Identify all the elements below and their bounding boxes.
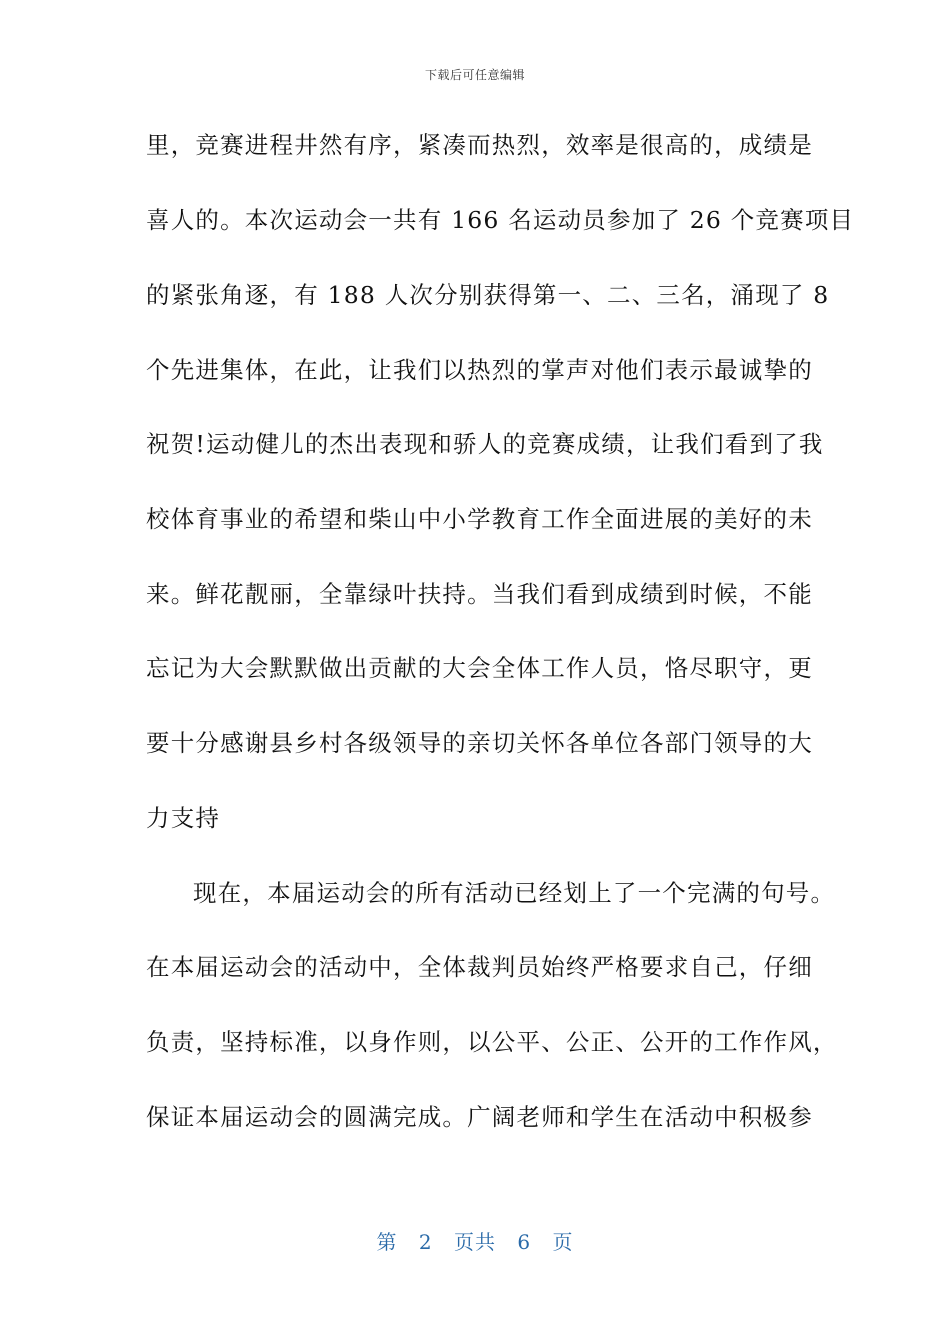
footer-suffix: 页	[552, 1230, 574, 1254]
footer-prefix: 第	[376, 1230, 398, 1254]
text-line: 校体育事业的希望和柴山中小学教育工作全面进展的美好的未	[146, 505, 813, 533]
text-line: 负责，坚持标准，以身作则，以公平、公正、公开的工作作风，	[146, 1028, 838, 1056]
text-line: 个先进集体，在此，让我们以热烈的掌声对他们表示最诚挚的	[146, 356, 813, 384]
text-line: 忘记为大会默默做出贡献的大会全体工作人员，恪尽职守，更	[146, 654, 813, 682]
text-line: 要十分感谢县乡村各级领导的亲切关怀各单位各部门领导的大	[146, 729, 813, 757]
footer-middle: 页共	[454, 1230, 496, 1254]
text-line: 保证本届运动会的圆满完成。广阔老师和学生在活动中积极参	[146, 1103, 813, 1131]
header-note: 下载后可任意编辑	[424, 68, 525, 82]
text-line: 在本届运动会的活动中，全体裁判员始终严格要求自己，仔细	[146, 953, 813, 981]
text-line: 力支持	[146, 804, 221, 832]
total-pages-number: 6	[517, 1230, 532, 1254]
text-line: 的紧张角逐，有 188 人次分别获得第一、二、三名，涌现了 8	[146, 281, 830, 309]
page-footer	[0, 1226, 950, 1255]
text-line: 里，竞赛进程井然有序，紧凑而热烈，效率是很高的，成绩是	[146, 131, 813, 159]
current-page-number: 2	[418, 1230, 433, 1254]
text-line: 祝贺!运动健儿的杰出表现和骄人的竞赛成绩，让我们看到了我	[146, 430, 824, 458]
text-line: 现在，本届运动会的所有活动已经划上了一个完满的句号。	[193, 879, 836, 907]
text-line: 来。鲜花靓丽，全靠绿叶扶持。当我们看到成绩到时候，不能	[146, 580, 813, 608]
text-line: 喜人的。本次运动会一共有 166 名运动员参加了 26 个竞赛项目	[146, 206, 855, 234]
